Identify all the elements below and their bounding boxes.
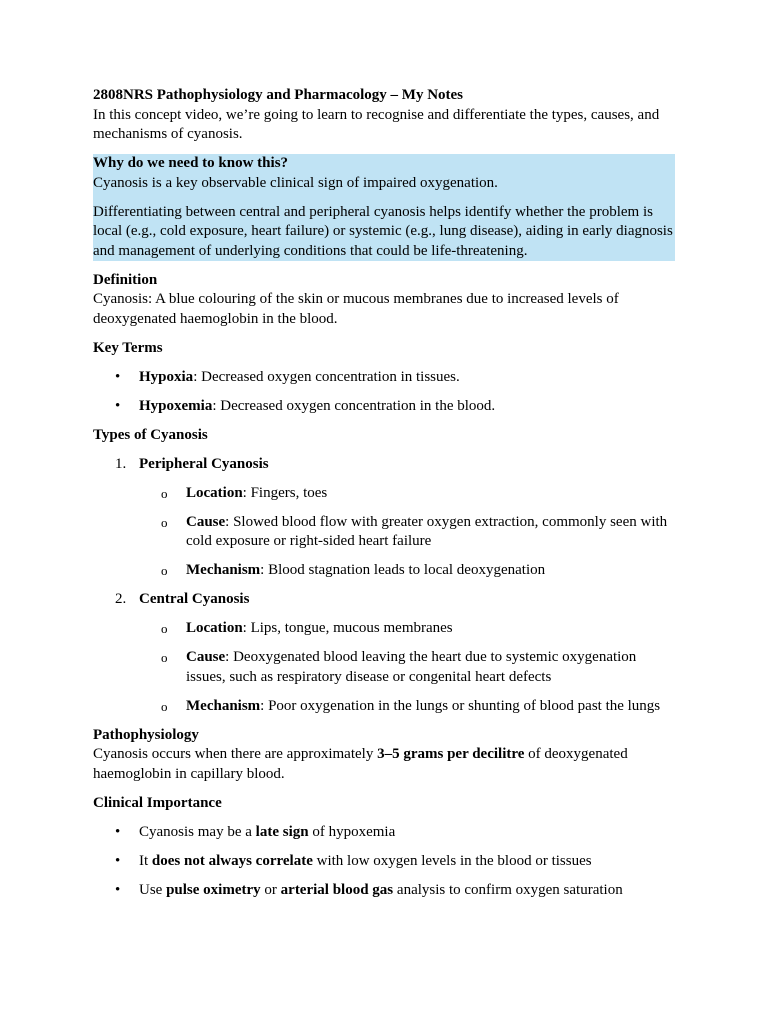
text-run: Cyanosis may be a <box>139 823 256 840</box>
why-para-2: Differentiating between central and peripheral cyanosis helps identify whether the problem is local (e.g., cold exposure, heart failure) or systemic (e.g., lung disease), aiding in early diagnosis and management of underlying conditions that could be life-threatening. <box>93 203 673 259</box>
detail-item <box>139 484 675 504</box>
document-title: 2808NRS Pathophysiology and Pharmacology – My Notes <box>93 87 464 103</box>
definition-section <box>93 271 675 330</box>
list-item <box>93 823 675 843</box>
definition-text: Cyanosis: A blue colouring of the skin or mucous membranes due to increased levels of deoxygenated haemoglobin in the blood. <box>93 291 619 327</box>
detail-item <box>139 561 675 581</box>
why-section <box>93 154 675 261</box>
bullet-icon: • <box>115 368 121 385</box>
detail-text: : Deoxygenated blood leaving the heart due to systemic oxygenation issues, such as respiratory disease or congenital heart defects <box>186 649 637 685</box>
text-run: Cyanosis occurs when there are approximately <box>93 746 378 762</box>
circle-bullet-icon: o <box>161 563 168 578</box>
detail-text: : Fingers, toes <box>242 484 328 501</box>
text-run: Use <box>139 881 167 898</box>
circle-bullet-icon: o <box>161 698 168 714</box>
detail-text: : Slowed blood flow with greater oxygen extraction, commonly seen with cold exposure or right-sided heart failure <box>186 513 668 549</box>
type-item-central <box>93 590 675 716</box>
detail-item <box>139 513 675 552</box>
detail-label: Mechanism <box>186 697 261 714</box>
list-number: 2. <box>115 591 127 607</box>
document-header <box>93 86 675 145</box>
circle-bullet-icon: o <box>161 514 168 530</box>
term-definition: : Decreased oxygen concentration in the blood. <box>212 397 496 414</box>
bullet-icon: • <box>115 397 121 414</box>
list-number: 1. <box>115 455 127 472</box>
type-details <box>139 484 675 581</box>
bullet-icon: • <box>115 852 121 869</box>
bullet-icon: • <box>115 881 121 898</box>
document-page <box>93 86 675 910</box>
circle-bullet-icon: o <box>161 621 168 636</box>
detail-label: Cause <box>186 513 226 530</box>
type-item-peripheral <box>93 455 675 581</box>
emphasis-text: pulse oximetry <box>166 881 261 898</box>
detail-item <box>139 697 675 717</box>
detail-text: : Poor oxygenation in the lungs or shunting of blood past the lungs <box>260 697 661 714</box>
emphasis-text: 3–5 grams per decilitre <box>377 746 525 762</box>
term-label: Hypoxemia <box>139 397 213 414</box>
detail-label: Location <box>186 484 243 501</box>
key-terms-list <box>93 368 675 417</box>
pathophysiology-section <box>93 726 675 785</box>
text-run: analysis to confirm oxygen saturation <box>393 881 623 898</box>
detail-label: Location <box>186 620 243 636</box>
types-heading: Types of Cyanosis <box>93 426 208 443</box>
types-list <box>93 455 675 717</box>
key-terms-heading: Key Terms <box>93 339 163 356</box>
detail-label: Mechanism <box>186 562 261 578</box>
list-item <box>93 397 675 417</box>
detail-label: Cause <box>186 649 226 665</box>
circle-bullet-icon: o <box>161 650 168 665</box>
detail-text: : Lips, tongue, mucous membranes <box>242 620 453 636</box>
detail-item <box>139 648 675 687</box>
type-name: Peripheral Cyanosis <box>139 455 269 472</box>
text-run: It <box>139 852 152 869</box>
type-details <box>139 619 675 716</box>
why-para-1: Cyanosis is a key observable clinical sign of impaired oxygenation. <box>93 174 498 191</box>
text-run: or <box>260 881 281 898</box>
clinical-heading: Clinical Importance <box>93 794 222 811</box>
text-run: of deoxygenated haemoglobin in capillary blood. <box>93 746 628 782</box>
circle-bullet-icon: o <box>161 485 168 501</box>
emphasis-text: does not always correlate <box>151 852 313 869</box>
list-item <box>93 881 675 901</box>
pathophysiology-text <box>93 745 675 784</box>
emphasis-text: arterial blood gas <box>280 881 394 898</box>
emphasis-text: late sign <box>255 823 309 840</box>
intro-text: In this concept video, we’re going to learn to recognise and differentiate the types, causes, and mechanisms of cyanosis. <box>93 106 660 142</box>
detail-item <box>139 619 675 639</box>
type-name: Central Cyanosis <box>139 591 250 607</box>
list-item <box>93 852 675 872</box>
definition-heading: Definition <box>93 271 158 288</box>
text-run: of hypoxemia <box>308 823 396 840</box>
term-definition: : Decreased oxygen concentration in tissues. <box>193 368 460 385</box>
why-heading: Why do we need to know this? <box>93 155 289 171</box>
detail-text: : Blood stagnation leads to local deoxygenation <box>260 562 546 578</box>
bullet-icon: • <box>115 823 121 840</box>
text-run: with low oxygen levels in the blood or tissues <box>312 852 592 869</box>
pathophysiology-heading: Pathophysiology <box>93 726 199 743</box>
clinical-list <box>93 823 675 901</box>
term-label: Hypoxia <box>139 368 194 385</box>
list-item <box>93 368 675 388</box>
